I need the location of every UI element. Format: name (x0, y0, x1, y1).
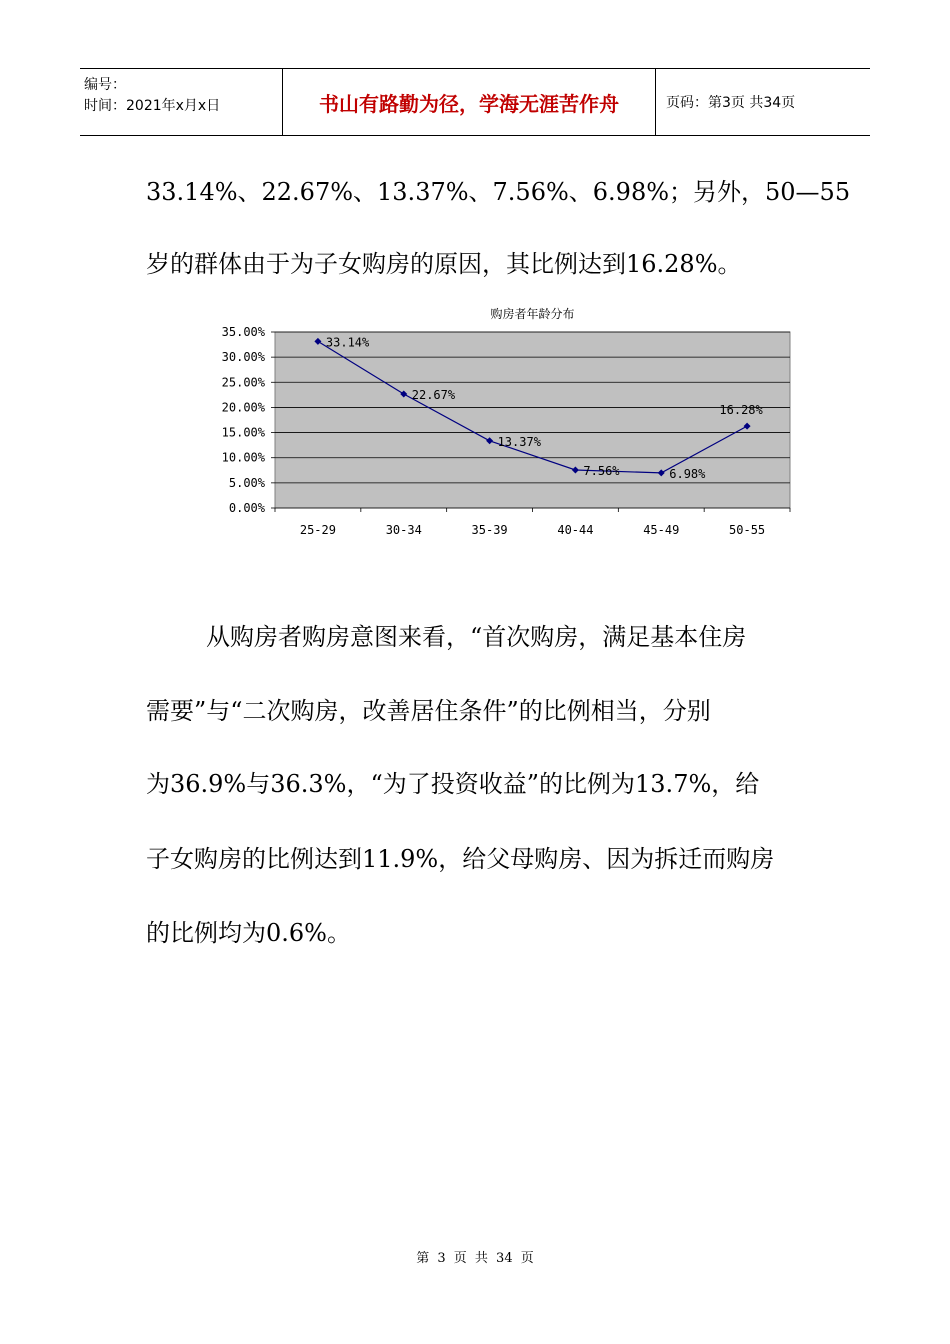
y-tick-label: 25.00% (221, 375, 265, 390)
page-header (80, 68, 870, 136)
x-tick-label: 45-49 (643, 523, 680, 537)
data-label: 6.98% (669, 466, 706, 481)
paragraph-line: 需要”与“二次购房，改善居住条件”的比例相当，分别 (146, 697, 711, 725)
y-tick-label: 35.00% (221, 325, 265, 339)
header-meta (80, 69, 282, 135)
y-tick-label: 10.00% (221, 450, 265, 465)
number-label: 编号： (84, 77, 126, 93)
data-label: 22.67% (411, 388, 456, 403)
paragraph-line: 的比例均为0.6%。 (146, 919, 351, 947)
x-tick-label: 35-39 (471, 523, 508, 537)
y-tick-label: 15.00% (221, 425, 265, 440)
x-tick-label: 30-34 (385, 523, 422, 537)
age-distribution-chart (195, 296, 805, 546)
x-tick-label: 50-55 (729, 523, 766, 537)
data-label: 13.37% (497, 434, 541, 449)
paragraph-line: 为36.9%与36.3%，“为了投资收益”的比例为13.7%，给 (146, 770, 760, 798)
y-tick-label: 20.00% (221, 400, 265, 415)
y-tick-label: 0.00% (228, 501, 265, 515)
paragraph-line: 子女购房的比例达到11.9%，给父母购房、因为拆迁而购房 (146, 845, 775, 873)
plot-area (275, 332, 790, 508)
paragraph-line: 从购房者购房意图来看，“首次购房，满足基本住房 (206, 623, 747, 651)
x-tick-label: 40-44 (557, 523, 594, 537)
data-label: 16.28% (719, 403, 763, 418)
x-tick-label: 25-29 (299, 523, 336, 537)
paragraph-line: 33.14%、22.67%、13.37%、7.56%、6.98%；另外，50—55 (146, 178, 851, 206)
header-motto: 书山有路勤为径，学海无涯苦作舟 (282, 69, 656, 135)
data-label: 7.56% (583, 463, 620, 478)
paragraph-line: 岁的群体由于为子女购房的原因，其比例达到16.28%。 (146, 250, 742, 278)
data-label: 33.14% (325, 335, 370, 350)
y-tick-label: 30.00% (221, 350, 265, 365)
chart-title: 购房者年龄分布 (490, 307, 575, 321)
page-footer: 第 3 页 共 34 页 (416, 1251, 534, 1266)
y-tick-label: 5.00% (228, 475, 265, 490)
header-page-info: 页码：第3页 共34页 (666, 95, 796, 111)
time-label: 时间：2021年x月x日 (84, 98, 221, 114)
